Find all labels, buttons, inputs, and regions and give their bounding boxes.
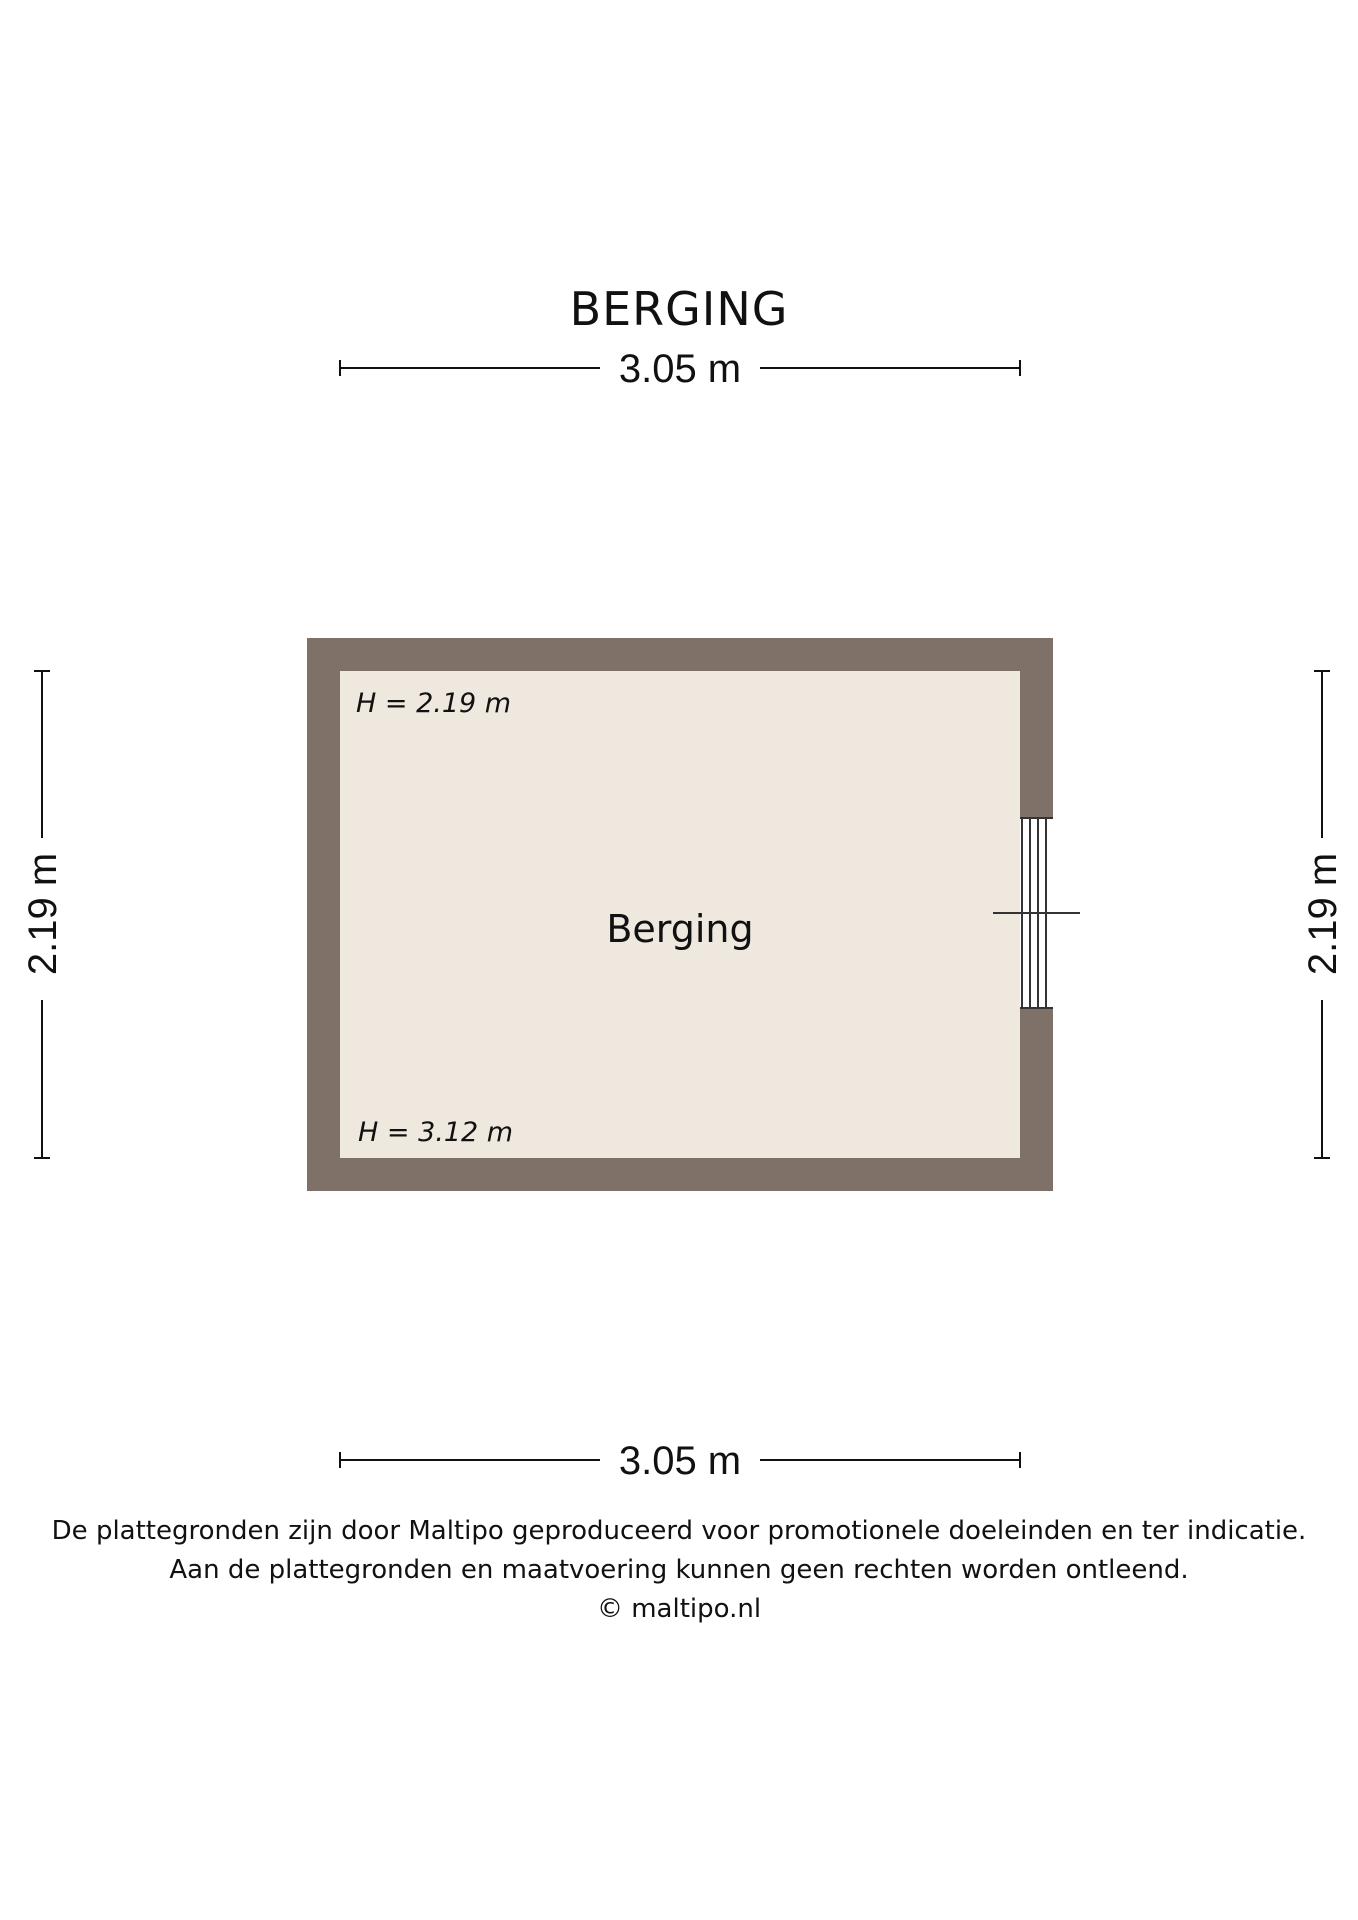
room-label: Berging bbox=[606, 907, 754, 951]
disclaimer-copyright: © maltipo.nl bbox=[596, 1594, 762, 1624]
bottom-dimension-label: 3.05 m bbox=[618, 1439, 742, 1483]
top-dimension bbox=[340, 347, 1020, 391]
left-dimension bbox=[21, 671, 65, 1158]
top-dimension-label: 3.05 m bbox=[618, 347, 742, 391]
disclaimer-line-1: De plattegronden zijn door Maltipo geproduceerd voor promotionele doeleinden en ter indicatie. bbox=[51, 1516, 1307, 1546]
height-bottom-label: H = 3.12 m bbox=[358, 1117, 514, 1148]
disclaimer-line-2: Aan de plattegronden en maatvoering kunnen geen rechten worden ontleend. bbox=[169, 1555, 1189, 1585]
plan-title: BERGING bbox=[569, 282, 789, 336]
bottom-dimension bbox=[340, 1439, 1020, 1483]
right-dimension bbox=[1301, 671, 1345, 1158]
disclaimer bbox=[0, 1512, 1358, 1629]
right-dimension-label: 2.19 m bbox=[1301, 852, 1345, 976]
left-dimension-label: 2.19 m bbox=[21, 852, 65, 976]
height-top-label: H = 2.19 m bbox=[356, 688, 512, 719]
